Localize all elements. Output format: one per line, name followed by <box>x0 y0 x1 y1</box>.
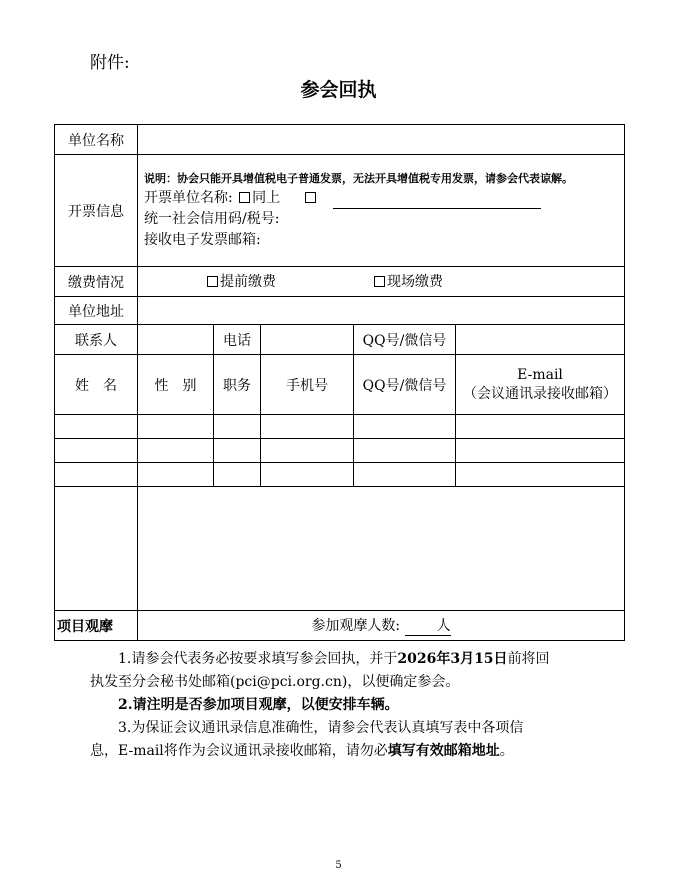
attendee-name-cell[interactable] <box>55 463 138 487</box>
col-header-name: 姓 名 <box>55 355 138 415</box>
attendee-gender-cell[interactable] <box>138 463 214 487</box>
attendee-position-cell[interactable] <box>214 415 261 439</box>
visit-count-input[interactable] <box>405 615 451 636</box>
instructions <box>90 648 600 763</box>
attendee-qq-cell[interactable] <box>354 463 456 487</box>
contact-phone-label: 电话 <box>214 325 261 355</box>
contact-phone-field[interactable] <box>261 325 354 355</box>
blank-left-cell[interactable] <box>55 487 138 611</box>
invoice-label: 开票信息 <box>55 155 138 267</box>
note-3-cont <box>90 740 600 763</box>
payment-onsite-option[interactable] <box>372 271 443 291</box>
invoice-title-line <box>144 188 618 209</box>
visit-count-label: 参加观摩人数: <box>311 618 401 634</box>
payment-advance-checkbox[interactable] <box>207 276 218 287</box>
attendee-qq-cell[interactable] <box>354 415 456 439</box>
note-3-bold: 填写有效邮箱地址 <box>387 743 500 759</box>
address-label: 单位地址 <box>55 297 138 325</box>
note-2-text: 2.请注明是否参加项目观摩，以便安排车辆。 <box>118 697 399 713</box>
attendee-gender-cell[interactable] <box>138 415 214 439</box>
visit-count-unit: 人 <box>436 618 451 634</box>
attendee-position-cell[interactable] <box>214 439 261 463</box>
deadline-date: 2026年3月15日 <box>397 651 508 667</box>
address-field[interactable] <box>138 297 625 325</box>
attendee-row <box>55 439 625 463</box>
attendee-position-cell[interactable] <box>214 463 261 487</box>
attendee-row <box>55 463 625 487</box>
note-1 <box>90 648 600 671</box>
visit-label: 项目观摩 <box>55 611 138 641</box>
attendee-name-cell[interactable] <box>55 415 138 439</box>
col-header-position: 职务 <box>214 355 261 415</box>
invoice-title-label: 开票单位名称: <box>144 190 233 206</box>
visit-count-cell <box>138 611 625 641</box>
col-header-gender: 性 别 <box>138 355 214 415</box>
col-header-email: E-mail （会议通讯录接收邮箱） <box>456 355 625 415</box>
note-1-cont: 执发至分会秘书处邮箱(pci@pci.org.cn)，以便确定参会。 <box>90 674 460 690</box>
attendee-mobile-cell[interactable] <box>261 439 354 463</box>
contact-qq-label: QQ号/微信号 <box>354 325 456 355</box>
payment-onsite-checkbox[interactable] <box>374 276 385 287</box>
tax-id-label: 统一社会信用码/税号: <box>144 211 280 227</box>
note-3: 3.为保证会议通讯录信息准确性，请参会代表认真填写表中各项信 <box>118 720 524 736</box>
blank-remarks-cell[interactable] <box>138 487 625 611</box>
unit-name-field[interactable] <box>138 125 625 155</box>
same-as-above-checkbox[interactable] <box>239 192 250 203</box>
attendee-gender-cell[interactable] <box>138 439 214 463</box>
page-title: 参会回执 <box>300 79 377 101</box>
note-1-text-b: 前将回 <box>507 651 550 667</box>
payment-advance-option[interactable] <box>205 271 276 291</box>
note-2 <box>90 694 600 717</box>
other-title-checkbox[interactable] <box>305 192 316 203</box>
invoice-title-input[interactable] <box>333 194 541 209</box>
invoice-info-cell <box>138 155 625 267</box>
contact-name-field[interactable] <box>138 325 214 355</box>
attendee-mobile-cell[interactable] <box>261 415 354 439</box>
invoice-note: 说明：协会只能开具增值税电子普通发票，无法开具增值税专用发票，请参会代表谅解。 <box>144 172 573 185</box>
col-header-mobile: 手机号 <box>261 355 354 415</box>
note-3-end: 。 <box>499 743 514 759</box>
payment-label: 缴费情况 <box>55 267 138 297</box>
payment-options <box>138 267 625 297</box>
contact-qq-field[interactable] <box>456 325 625 355</box>
unit-name-label: 单位名称 <box>55 125 138 155</box>
registration-form <box>54 124 625 641</box>
payment-onsite-label: 现场缴费 <box>387 274 443 290</box>
attendee-mobile-cell[interactable] <box>261 463 354 487</box>
attendee-email-cell[interactable] <box>456 463 625 487</box>
note-3-text: 息，E-mail将作为会议通讯录接收邮箱，请勿必 <box>90 743 388 759</box>
attendee-qq-cell[interactable] <box>354 439 456 463</box>
invoice-email-label: 接收电子发票邮箱: <box>144 232 261 248</box>
page-number: 5 <box>335 860 342 871</box>
attachment-label: 附件: <box>90 53 130 73</box>
note-1-text: 1.请参会代表务必按要求填写参会回执，并于 <box>118 651 398 667</box>
col-header-qq: QQ号/微信号 <box>354 355 456 415</box>
attendee-name-cell[interactable] <box>55 439 138 463</box>
attendee-row <box>55 415 625 439</box>
attendee-email-cell[interactable] <box>456 439 625 463</box>
attendee-email-cell[interactable] <box>456 415 625 439</box>
same-as-above-label: 同上 <box>252 190 281 206</box>
payment-advance-label: 提前缴费 <box>220 274 276 290</box>
contact-label: 联系人 <box>55 325 138 355</box>
